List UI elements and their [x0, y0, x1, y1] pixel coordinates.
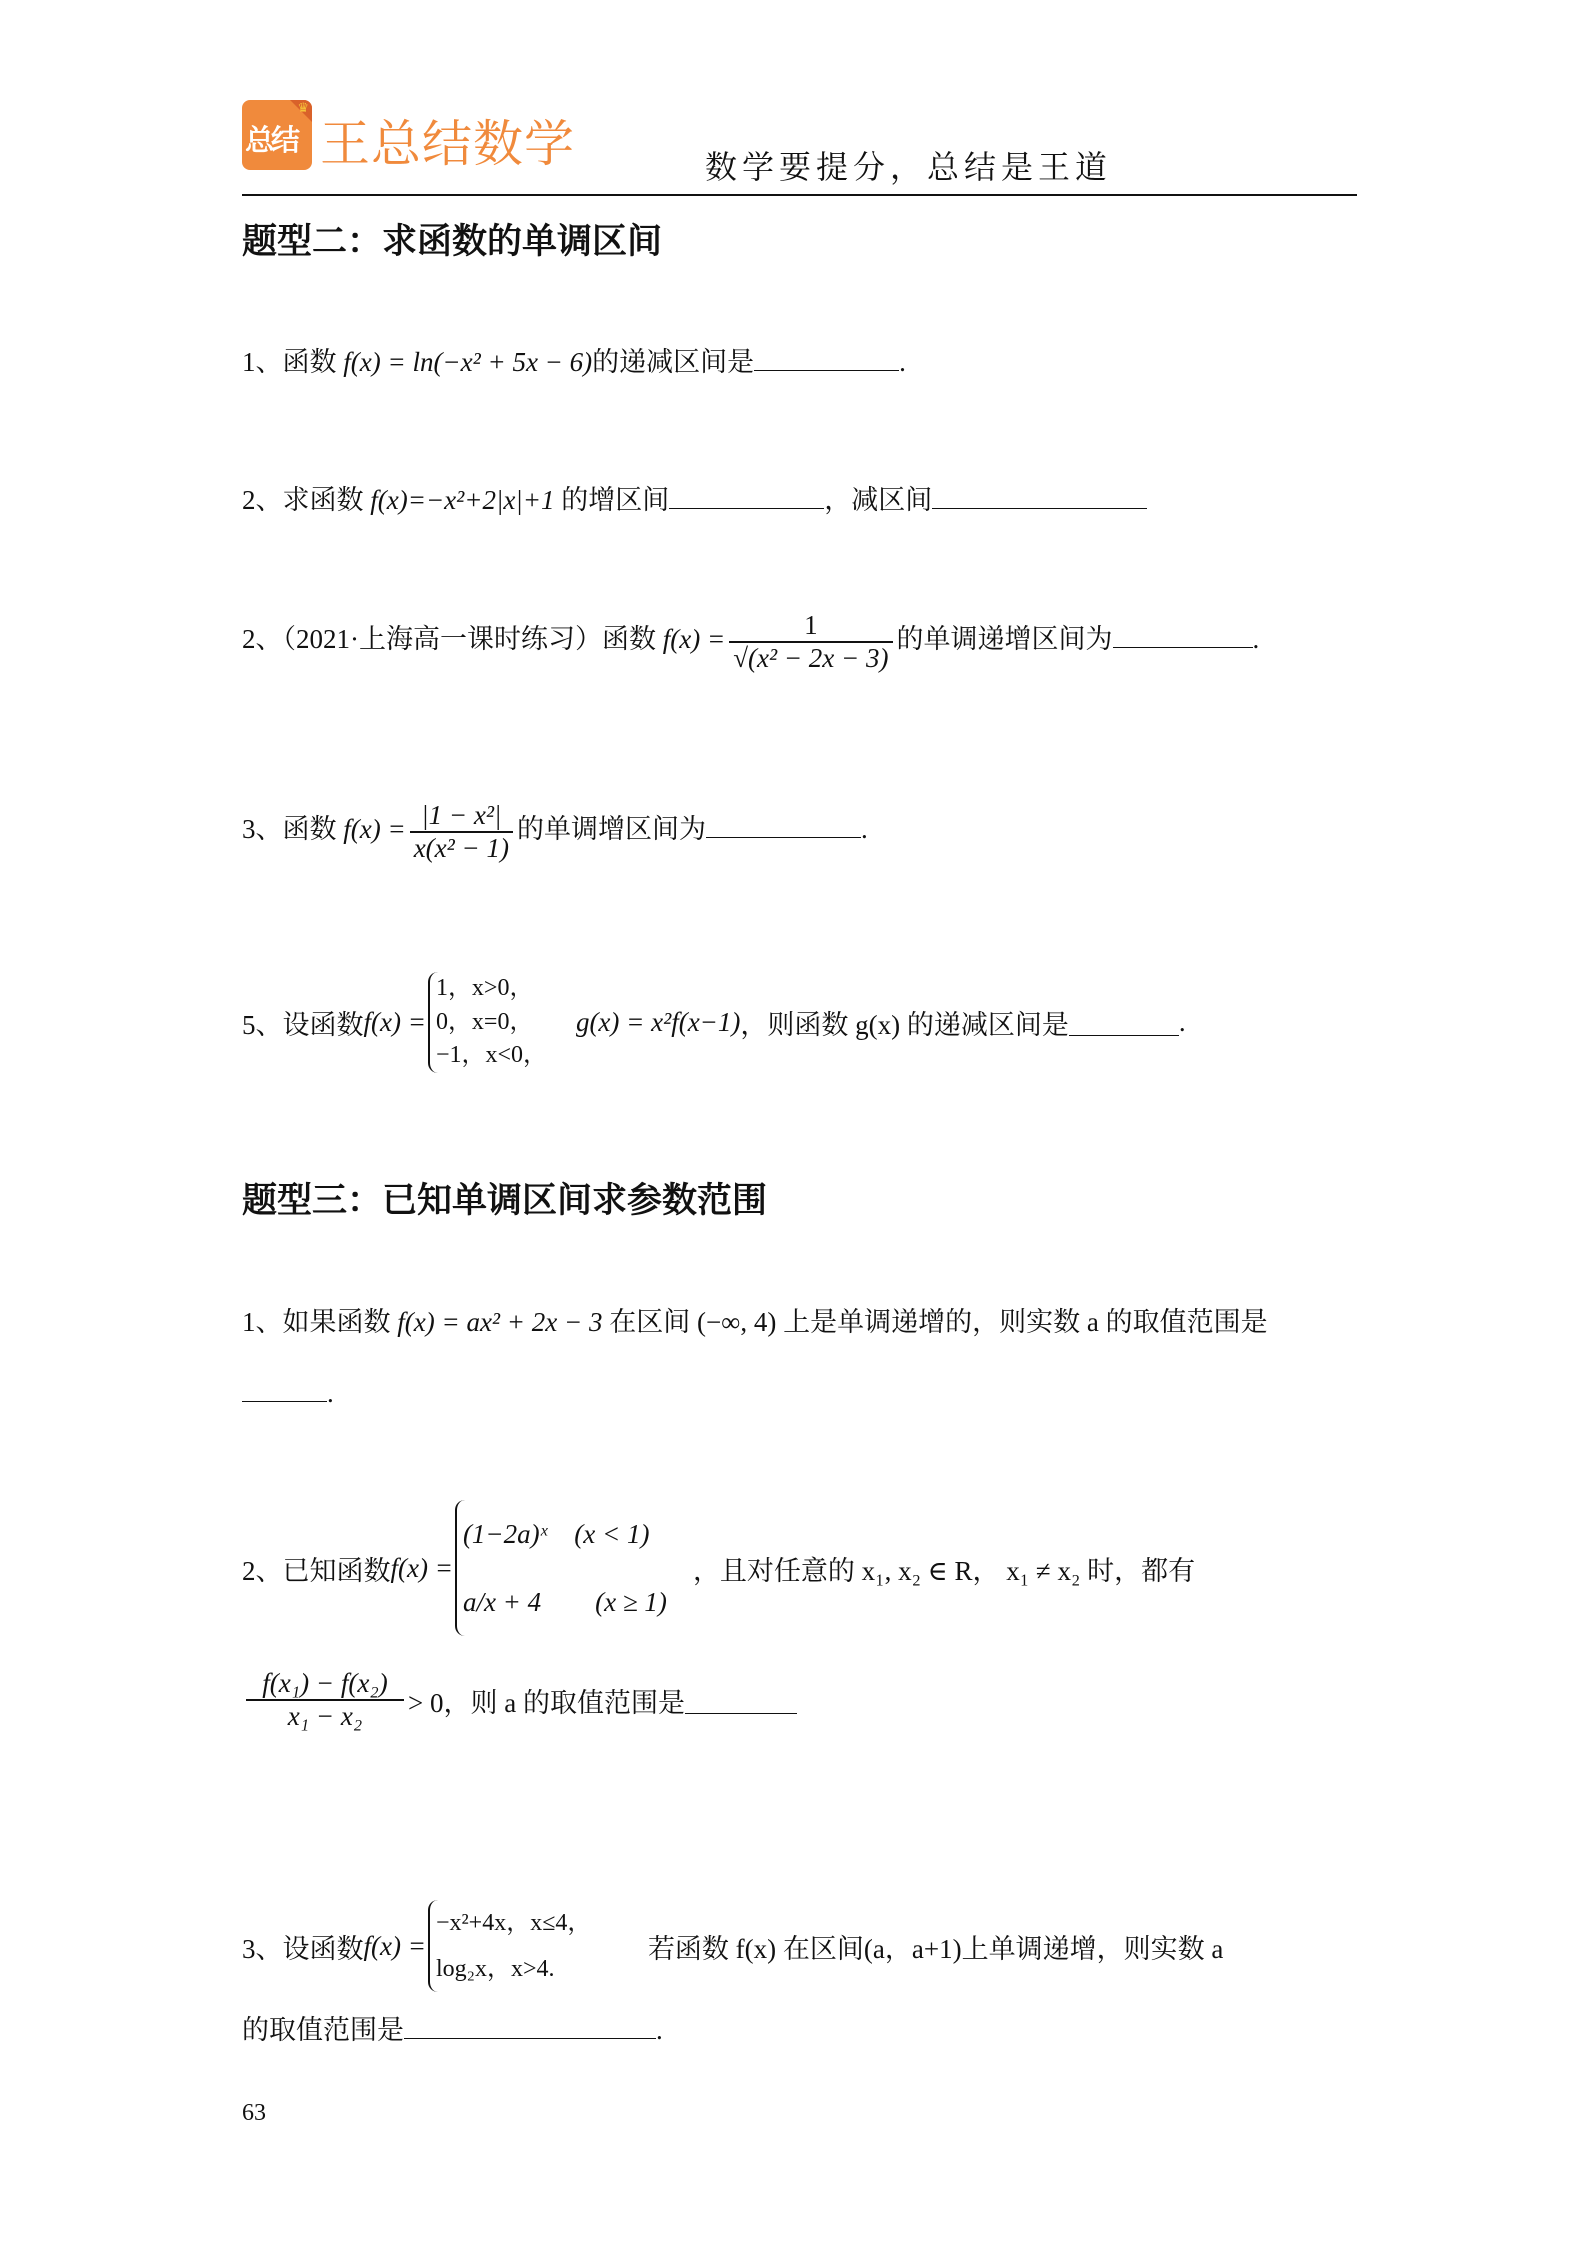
case-row: −1，x<0，	[435, 1042, 548, 1069]
question-number: 2、	[242, 624, 283, 655]
question-text: 已知函数	[282, 1555, 391, 1586]
period: .	[1178, 1006, 1186, 1037]
section-title-3: 题型三：已知单调区间求参数范围	[242, 1181, 768, 1221]
question-text: 若函数 f(x) 在区间(a，a+1)上单调递增，则实数 a	[647, 1933, 1224, 1964]
header-divider	[242, 194, 1357, 196]
formula-lhs: f(x) =	[390, 1552, 453, 1583]
question-number: 1、	[242, 347, 283, 377]
question-text: 的递减区间是	[592, 347, 755, 377]
question-text: 如果函数	[282, 1307, 398, 1337]
crown-icon: ♛	[297, 100, 309, 115]
question-text: （2021·上海高一课时练习）函数	[282, 624, 663, 655]
question-text: 的单调增区间为	[516, 814, 706, 845]
piecewise-cases	[428, 1900, 636, 1992]
answer-blank-decreasing[interactable]	[932, 507, 1147, 509]
question-number: 2、	[242, 485, 283, 515]
fraction	[410, 800, 513, 864]
question-3-1	[242, 1300, 1268, 1339]
section-title-2: 题型二：求函数的单调区间	[242, 222, 663, 262]
question-number: 3、	[242, 1933, 283, 1964]
period: .	[327, 1378, 334, 1408]
question-text: 设函数	[282, 1933, 364, 1964]
formula: f(x)=−x²+2|x|+1	[370, 485, 555, 515]
formula: f(x) = ax² + 2x − 3	[397, 1307, 603, 1337]
formula: f(x) = ln(−x² + 5x − 6)	[343, 347, 593, 377]
question-text: 在区间	[602, 1307, 697, 1337]
logo-glyph: 总结	[245, 123, 298, 157]
question-text: 函数	[282, 347, 344, 377]
brand-name: 王总结数学	[320, 115, 575, 173]
question-number: 5、	[242, 1009, 283, 1040]
answer-blank[interactable]	[685, 1712, 797, 1714]
question-3-2	[242, 1500, 1195, 1636]
denominator: √(x² − 2x − 3)	[729, 641, 892, 674]
denominator: x₁ − x₂	[246, 1699, 404, 1732]
question-text: ，减区间	[824, 485, 933, 515]
question-text: 的取值范围是	[242, 2015, 404, 2045]
case-row: (1−2a)ˣ (x < 1)	[462, 1519, 650, 1549]
answer-blank[interactable]	[1113, 646, 1253, 648]
denominator: x(x² − 1)	[410, 831, 513, 864]
question-2-3	[242, 800, 868, 864]
question-3-1-answer	[242, 1378, 334, 1409]
case-row: a/x + 4 (x ≥ 1)	[462, 1587, 667, 1617]
question-text: > 0，则 a 的取值范围是	[408, 1687, 685, 1718]
period: .	[899, 347, 906, 377]
interval: (−∞, 4)	[696, 1307, 777, 1337]
question-text: 函数	[282, 814, 344, 845]
answer-blank[interactable]	[404, 2037, 656, 2039]
question-text: 设函数	[282, 1009, 364, 1040]
question-3-3-line2	[242, 2008, 663, 2047]
formula-lhs: f(x) =	[662, 624, 726, 655]
formula-lhs: f(x) =	[363, 1006, 426, 1037]
question-2-1	[242, 340, 906, 379]
question-2-5	[242, 972, 1186, 1073]
answer-blank[interactable]	[754, 369, 899, 371]
period: .	[656, 2015, 663, 2045]
formula-lhs: f(x) =	[363, 1930, 426, 1961]
period: .	[1252, 624, 1260, 655]
period: .	[860, 814, 868, 845]
piecewise-cases	[455, 1500, 693, 1636]
piecewise-cases	[428, 972, 566, 1073]
question-number: 3、	[242, 814, 283, 845]
answer-blank[interactable]	[706, 836, 861, 838]
case-row: 1，x>0，	[435, 975, 534, 1001]
question-text: 上是单调递增的，则实数 a 的取值范围是	[776, 1307, 1268, 1337]
numerator: 1	[804, 610, 818, 640]
numerator: |1 − x²|	[421, 800, 502, 830]
question-text: 求函数	[282, 485, 371, 515]
formula-lhs: f(x) =	[343, 814, 406, 845]
formula: g(x) = x²f(x−1)	[575, 1006, 741, 1037]
fraction	[729, 610, 892, 674]
question-text: ，则函数 g(x) 的递减区间是	[740, 1009, 1069, 1040]
question-text: 的单调递增区间为	[896, 624, 1113, 655]
answer-blank[interactable]	[1069, 1034, 1179, 1036]
question-number: 2、	[242, 1555, 283, 1586]
question-text: 的增区间	[554, 485, 670, 515]
question-3-3	[242, 1900, 1223, 1992]
question-2-2	[242, 478, 1147, 517]
logo-icon	[242, 100, 312, 170]
case-row: 0，x=0，	[435, 1008, 534, 1035]
case-row: −x²+4x，x≤4，	[435, 1910, 592, 1936]
question-2-2b	[242, 610, 1259, 674]
page-number: 63	[242, 2100, 266, 2126]
question-number: 1、	[242, 1307, 283, 1337]
numerator: f(x₁) − f(x₂)	[262, 1668, 388, 1698]
answer-blank-increasing[interactable]	[669, 507, 824, 509]
answer-blank[interactable]	[242, 1400, 327, 1402]
question-3-2-condition	[242, 1668, 797, 1732]
case-row: log₂x，x>4.	[435, 1956, 555, 1982]
question-text: ，且对任意的 x₁, x₂ ∈ R， x₁ ≠ x₂ 时，都有	[692, 1555, 1196, 1586]
slogan: 数学要提分，总结是王道	[705, 148, 1113, 186]
difference-quotient	[246, 1668, 404, 1732]
